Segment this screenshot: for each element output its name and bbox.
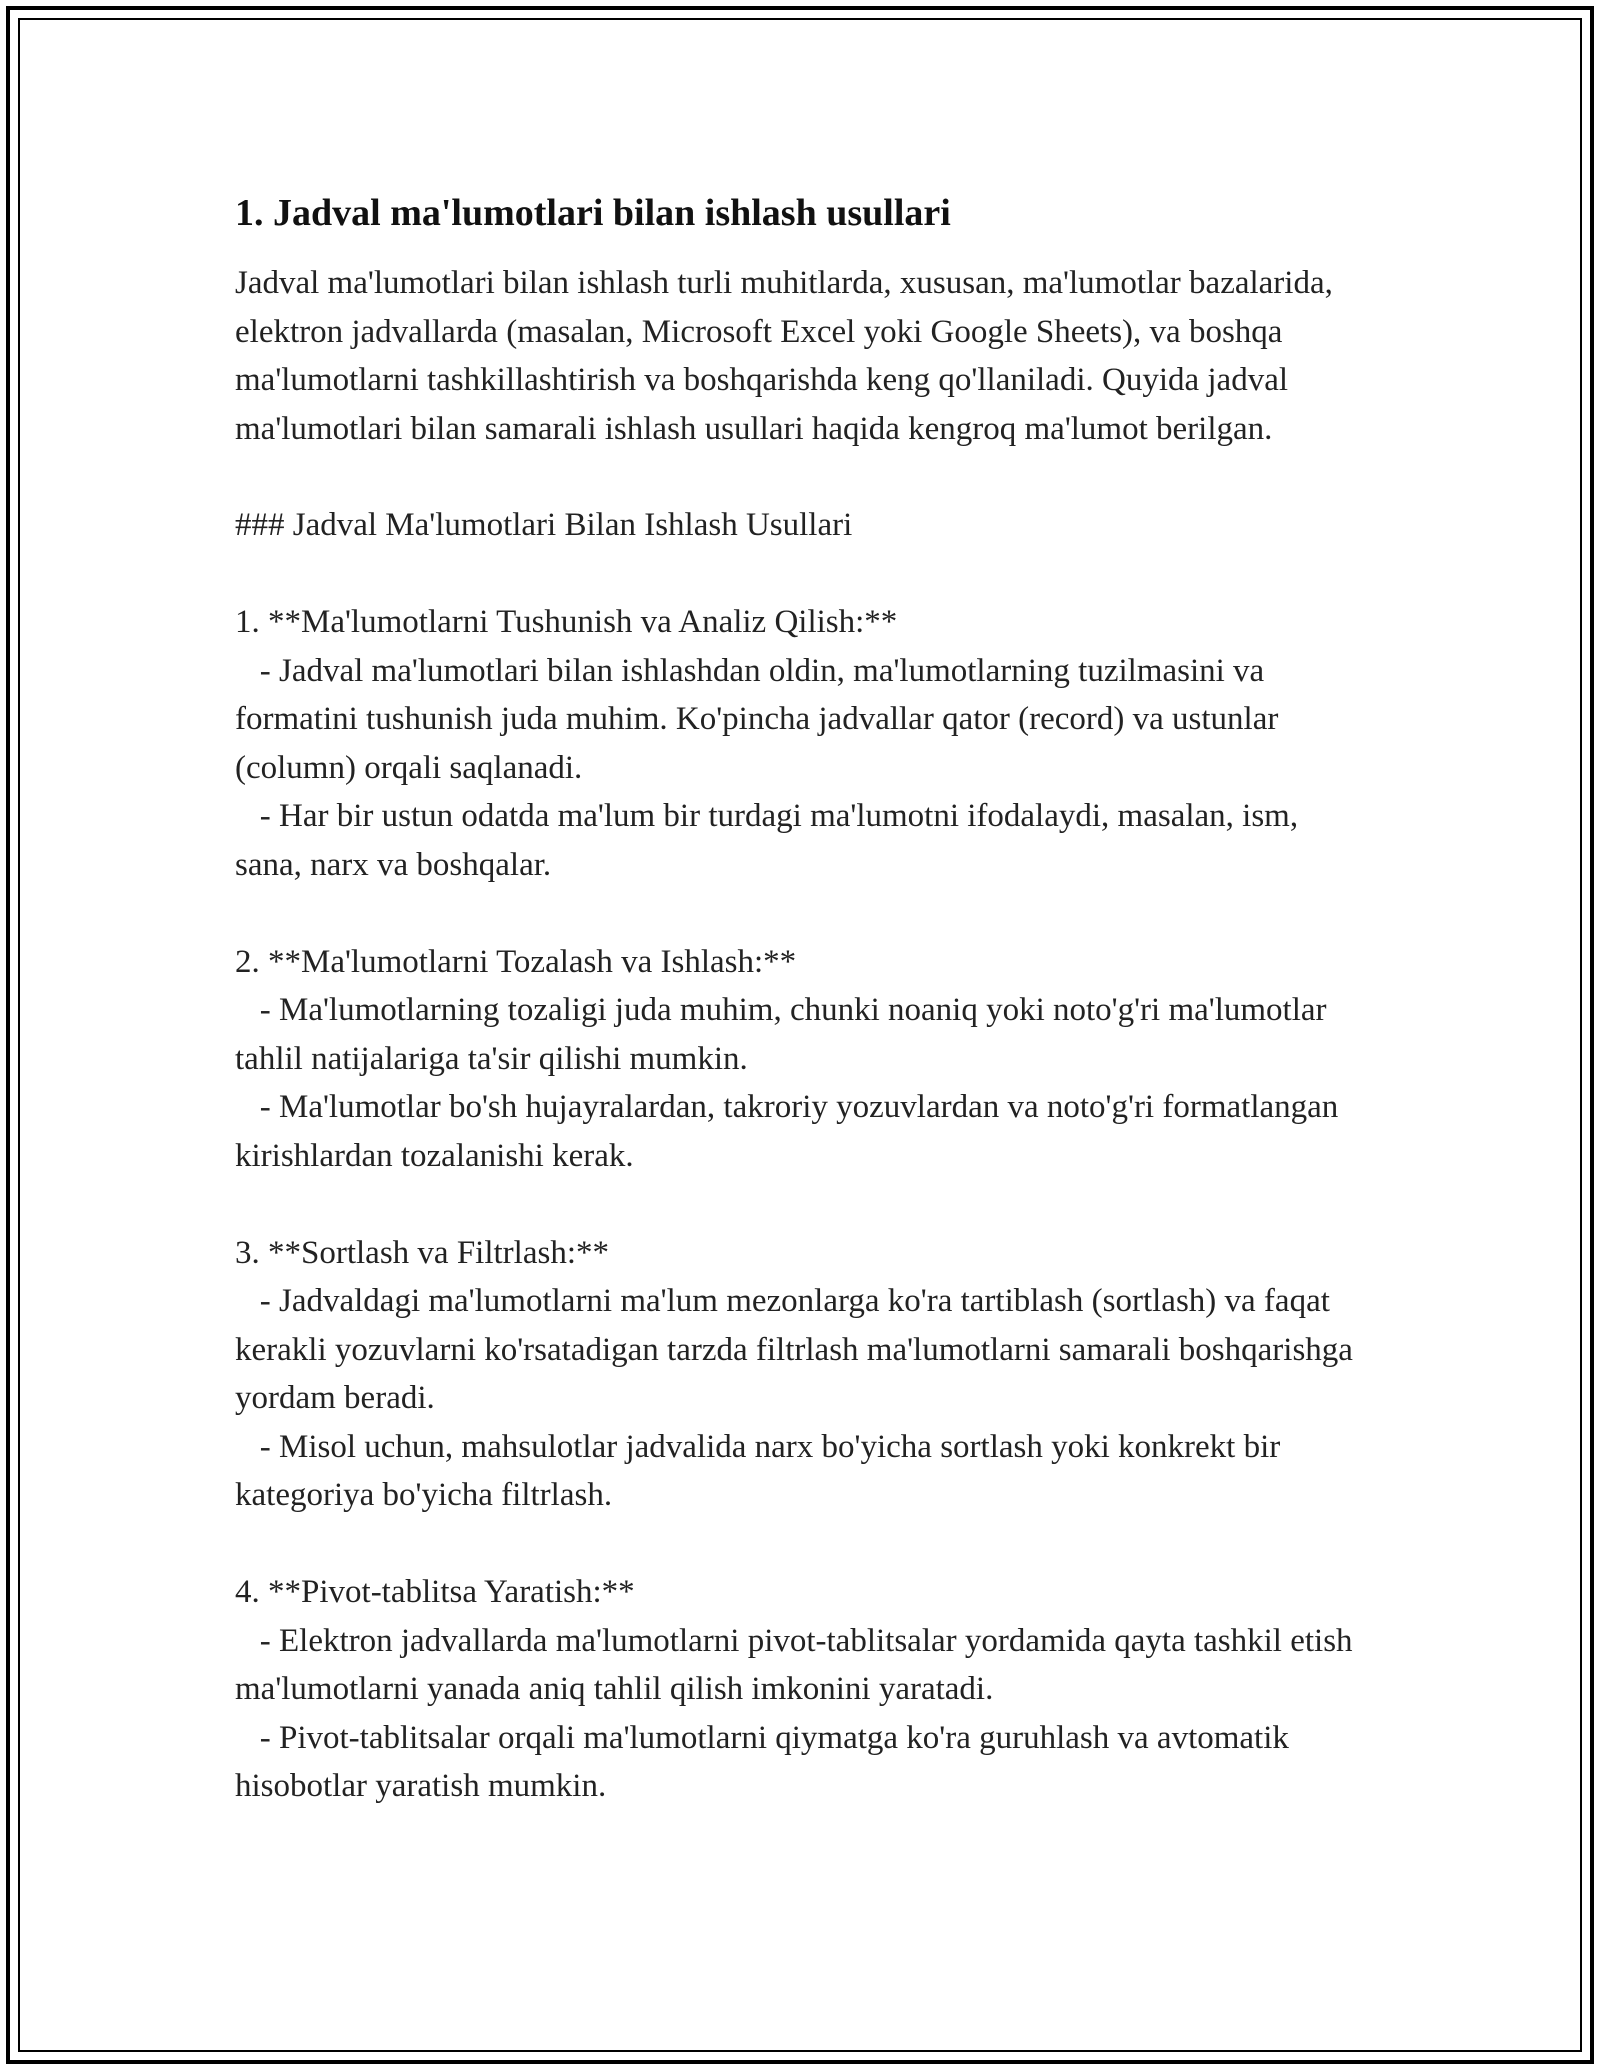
section-4 — [235, 1568, 1365, 1811]
bullet-item: - Har bir ustun odatda ma'lum bir turdagi ma'lumotni ifodalaydi, masalan, ism, sana, narx va boshqalar. — [235, 798, 1307, 883]
document-title: 1. Jadval ma'lumotlari bilan ishlash usullari — [235, 192, 951, 234]
bullet-item: - Ma'lumotlar bo'sh hujayralardan, takroriy yozuvlardan va noto'g'ri formatlangan kirishlardan tozalanishi kerak. — [235, 1089, 1347, 1174]
markdown-heading: ### Jadval Ma'lumotlari Bilan Ishlash Usullari — [235, 507, 853, 543]
bullet-item: - Misol uchun, mahsulotlar jadvalida narx bo'yicha sortlash yoki konkrekt bir kategoriya bo'yicha filtrlash. — [235, 1428, 1289, 1513]
document-body — [235, 185, 1365, 1811]
bullet-item: - Elektron jadvallarda ma'lumotlarni pivot-tablitsalar yordamida qayta tashkil etish ma'lumotlarni yanada aniq tahlil qilish imkonini yaratadi. — [235, 1622, 1361, 1707]
section-2 — [235, 938, 1365, 1181]
bullet-item: - Jadvaldagi ma'lumotlarni ma'lum mezonlarga ko'ra tartiblash (sortlash) va faqat kerakli yozuvlarni ko'rsatadigan tarzda filtrlash ma'lumotlarni samarali boshqarishga yordam beradi. — [235, 1283, 1362, 1416]
bullet-item: - Ma'lumotlarning tozaligi juda muhim, chunki noaniq yoki noto'g'ri ma'lumotlar tahlil natijalariga ta'sir qilishi mumkin. — [235, 992, 1335, 1077]
section-title: 3. **Sortlash va Filtrlash:** — [235, 1234, 609, 1271]
section-title: 4. **Pivot-tablitsa Yaratish:** — [235, 1574, 635, 1610]
section-1 — [235, 598, 1365, 889]
section-3 — [235, 1229, 1365, 1520]
bullet-item: - Pivot-tablitsalar orqali ma'lumotlarni qiymatga ko'ra guruhlash va avtomatik hisobotlar yaratish mumkin. — [235, 1719, 1298, 1804]
section-title: 2. **Ma'lumotlarni Tozalash va Ishlash:** — [235, 943, 797, 980]
intro-paragraph: Jadval ma'lumotlari bilan ishlash turli muhitlarda, xususan, ma'lumotlar bazalarida, elektron jadvallarda (masalan, Microsoft Excel yoki Google Sheets), va boshqa ma'lumotlarni tashkillashtirish va boshqarishda keng qo'llaniladi. Quyida jadval ma'lumotlari bilan samarali ishlash usullari haqida kengroq ma'lumot berilgan. — [235, 265, 1342, 447]
section-title: 1. **Ma'lumotlarni Tushunish va Analiz Qilish:** — [235, 604, 898, 640]
bullet-item: - Jadval ma'lumotlari bilan ishlashdan oldin, ma'lumotlarning tuzilmasini va formatini tushunish juda muhim. Ko'pincha jadvallar qator (record) va ustunlar (column) orqali saqlanadi. — [235, 652, 1287, 786]
